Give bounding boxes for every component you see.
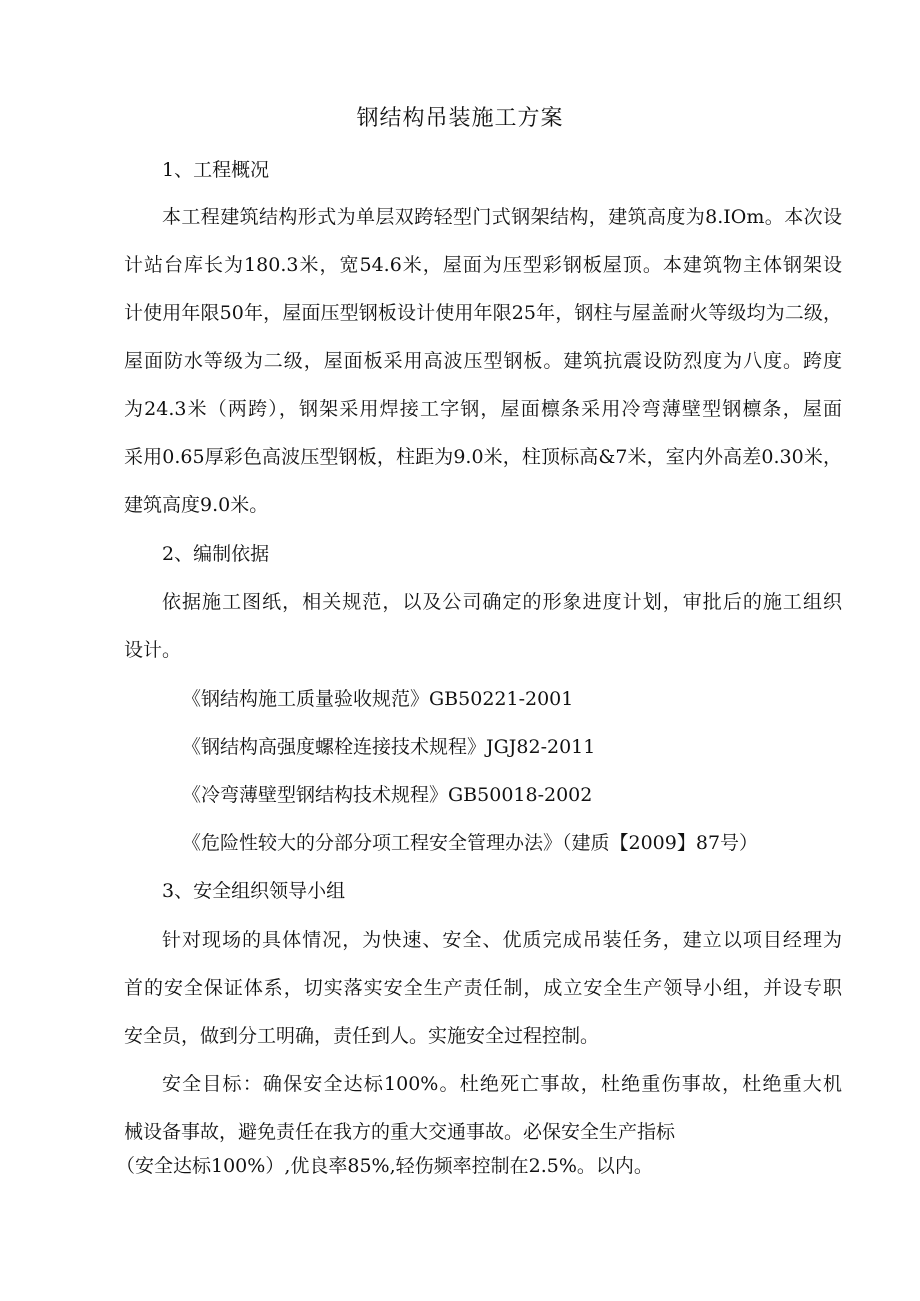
paragraph-line: 建筑高度9.0米。 (124, 494, 269, 516)
reference-item: 《危险性较大的分部分项工程安全管理办法》（建质【2009】87号） (182, 832, 759, 854)
paragraph-line: 首的安全保证体系，切实落实安全生产责任制，成立安全生产领导小组，并设专职 (124, 977, 842, 999)
paragraph-line: 设计。 (124, 639, 182, 661)
paragraph-line: 依据施工图纸，相关规范，以及公司确定的形象进度计划，审批后的施工组织 (162, 591, 842, 613)
safety-goal-line: 械设备事故，避免责任在我方的重大交通事故。必保安全生产指标 (124, 1121, 676, 1143)
safety-goal-line: （安全达标100%）,优良率85%,轻伤频率控制在2.5%。以内。 (116, 1155, 653, 1177)
paragraph-line: 屋面防水等级为二级，屋面板采用高波压型钢板。建筑抗震设防烈度为八度。跨度 (124, 350, 842, 372)
safety-goal-line: 安全目标：确保安全达标100%。杜绝死亡事故，杜绝重伤事故，杜绝重大机 (162, 1073, 842, 1095)
document-title: 钢结构吊装施工方案 (356, 106, 564, 131)
section-heading-overview: 1、工程概况 (162, 159, 270, 181)
paragraph-line: 为24.3米（两跨），钢架采用焊接工字钢，屋面檩条采用冷弯薄壁型钢檩条，屋面 (124, 398, 842, 420)
paragraph-line: 安全员，做到分工明确，责任到人。实施安全过程控制。 (124, 1025, 600, 1047)
reference-item: 《冷弯薄壁型钢结构技术规程》GB50018-2002 (182, 784, 593, 806)
paragraph-line: 针对现场的具体情况，为快速、安全、优质完成吊装任务，建立以项目经理为 (162, 929, 842, 951)
section-heading-basis: 2、编制依据 (162, 543, 270, 565)
section-heading-safety-group: 3、安全组织领导小组 (162, 880, 346, 902)
paragraph-line: 本工程建筑结构形式为单层双跨轻型门式钢架结构，建筑高度为8.IOm。本次设 (162, 206, 842, 228)
paragraph-line: 采用0.65厚彩色高波压型钢板，柱距为9.0米，柱顶标高&7米，室内外高差0.30米， (124, 446, 842, 468)
paragraph-line: 计站台库长为180.3米，宽54.6米，屋面为压型彩钢板屋顶。本建筑物主体钢架设 (124, 254, 842, 276)
reference-item: 《钢结构施工质量验收规范》GB50221-2001 (182, 688, 574, 710)
paragraph-line: 计使用年限50年，屋面压型钢板设计使用年限25年，钢柱与屋盖耐火等级均为二级， (124, 302, 842, 324)
reference-item: 《钢结构高强度螺栓连接技术规程》JGJ82-2011 (182, 736, 596, 758)
